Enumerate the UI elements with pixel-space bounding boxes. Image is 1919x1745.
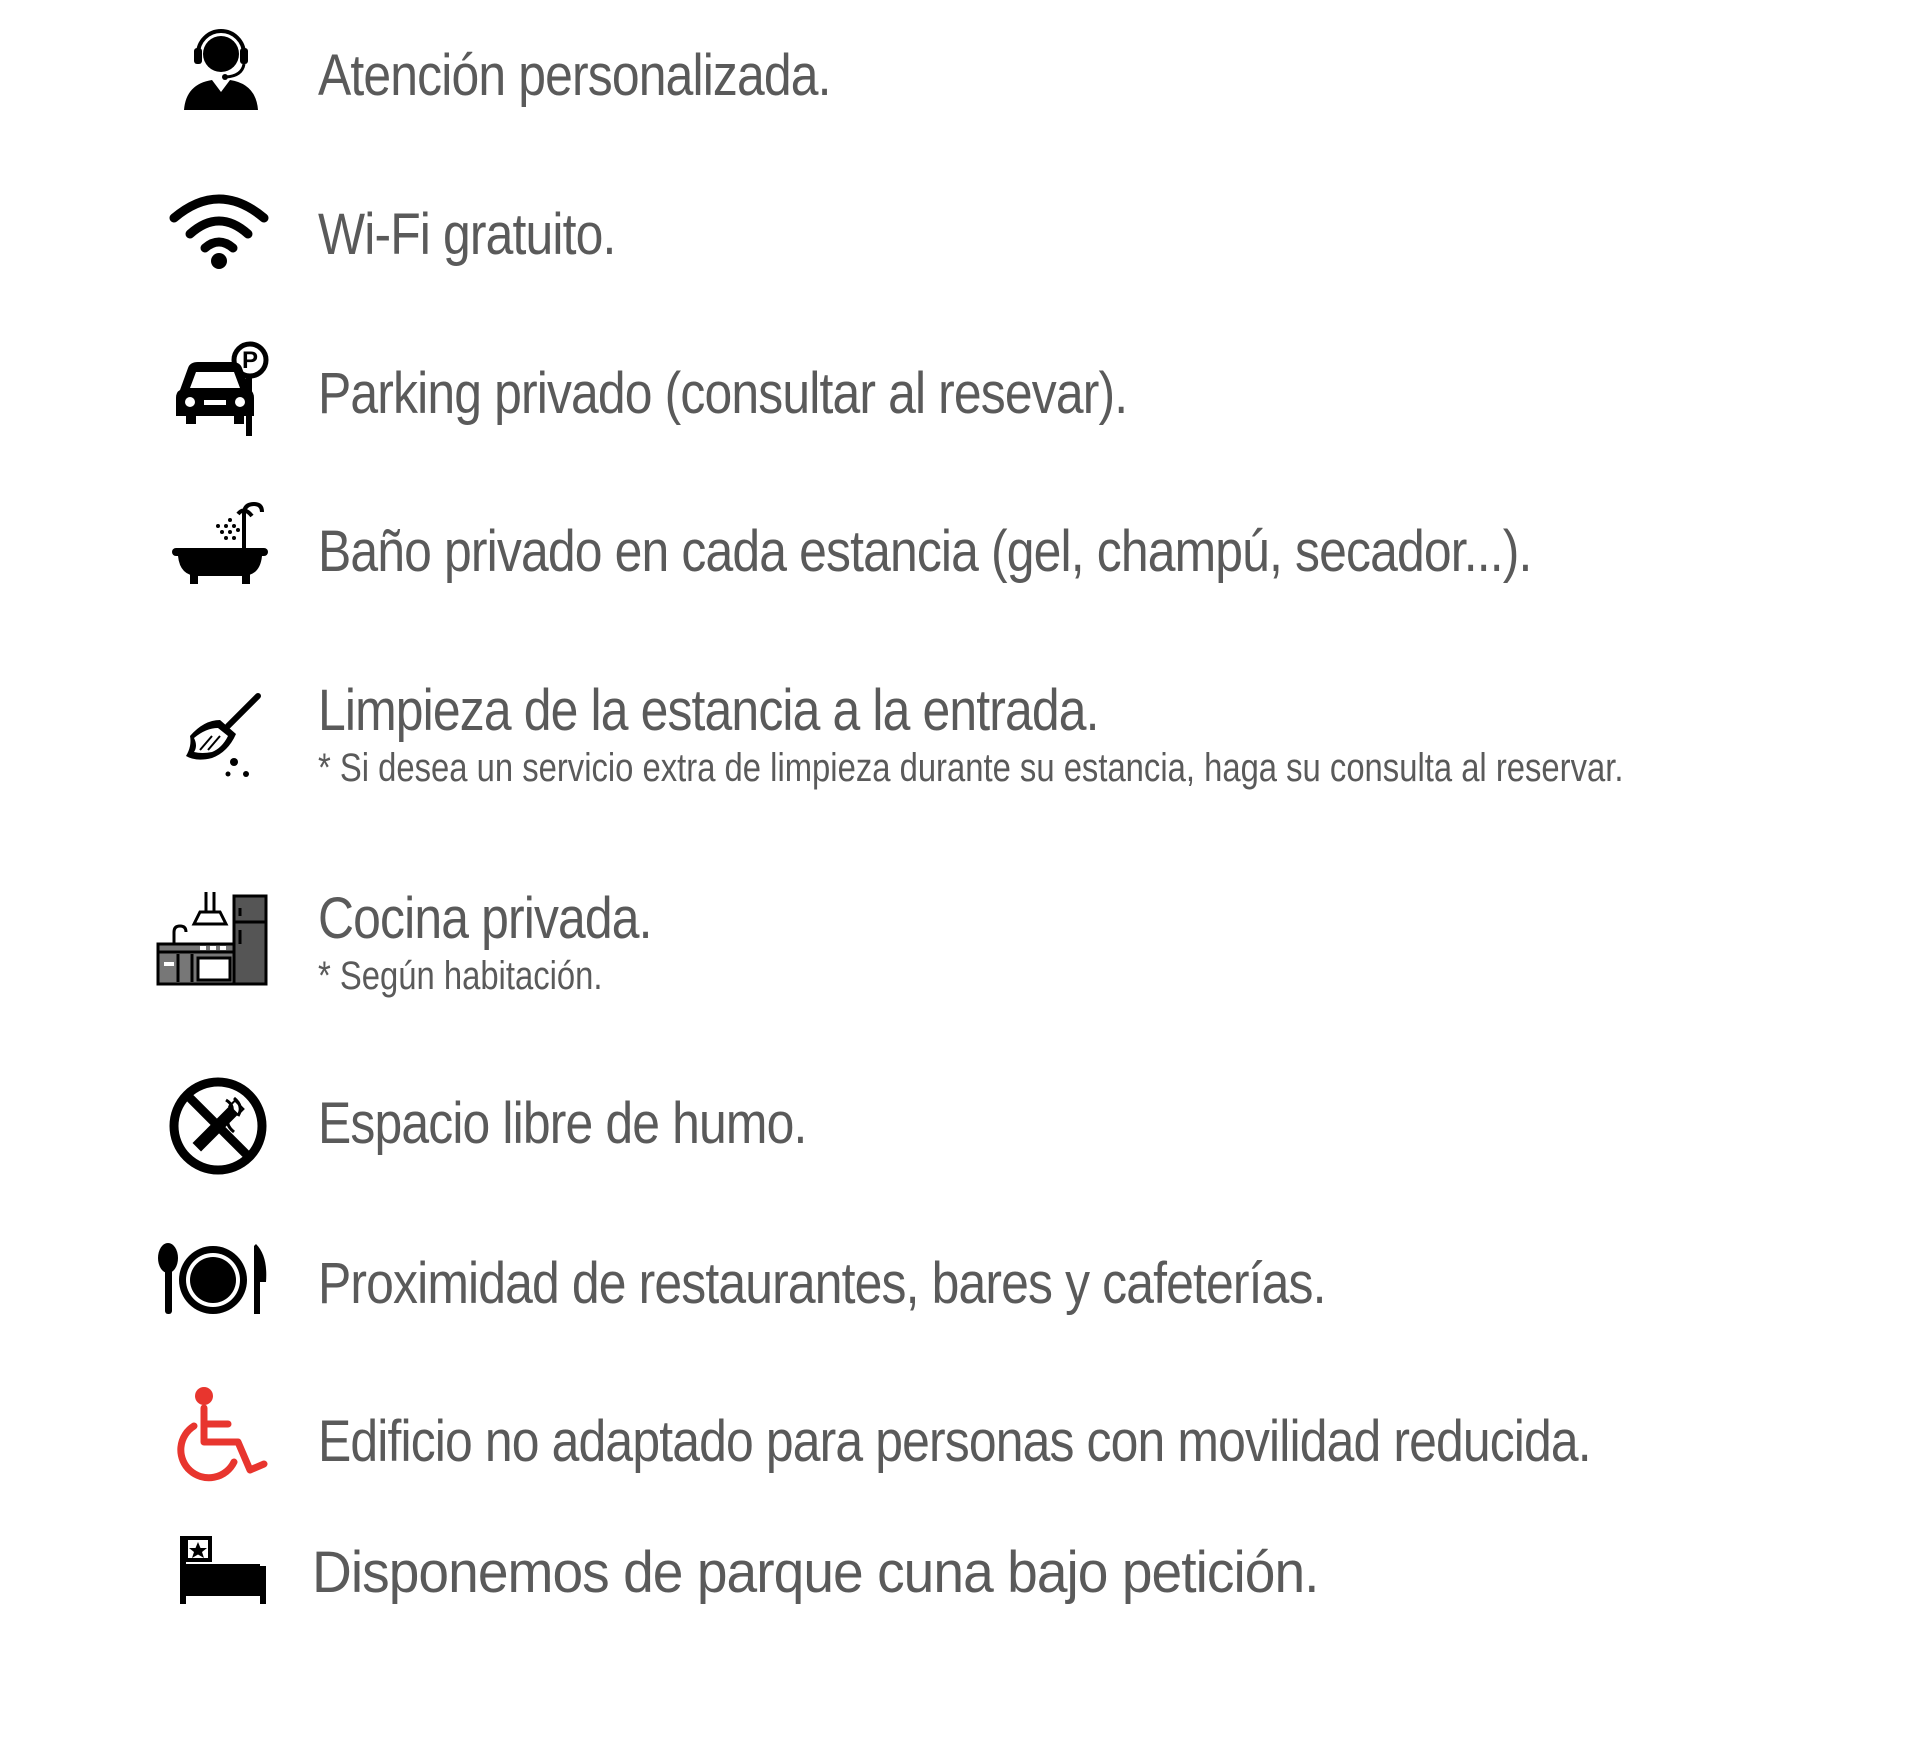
- feature-label: Proximidad de restaurantes, bares y cafeterías.: [318, 1251, 1326, 1316]
- feature-note: * Según habitación.: [318, 954, 603, 998]
- feature-label: Cocina privada.: [318, 886, 652, 951]
- kitchen-icon: [156, 892, 268, 986]
- car-parking-icon: [174, 340, 274, 436]
- feature-note: * Si desea un servicio extra de limpieza durante su estancia, haga su consulta al reservar.: [318, 746, 1624, 790]
- plate-cutlery-icon: [156, 1242, 270, 1316]
- feature-label: Wi-Fi gratuito.: [318, 202, 616, 267]
- no-smoking-icon: [168, 1076, 268, 1176]
- bathtub-shower-icon: [172, 500, 268, 584]
- feature-label: Edificio no adaptado para personas con movilidad reducida.: [318, 1409, 1591, 1474]
- feature-label: Disponemos de parque cuna bajo petición.: [312, 1540, 1319, 1605]
- feature-label: Atención personalizada.: [318, 43, 831, 108]
- wifi-icon: [168, 190, 270, 270]
- wheelchair-icon: [176, 1386, 268, 1482]
- feature-label: Limpieza de la estancia a la entrada.: [318, 678, 1099, 743]
- feature-label: Parking privado (consultar al resevar).: [318, 361, 1128, 426]
- feature-label: Espacio libre de humo.: [318, 1091, 807, 1156]
- svg-text:P: P: [241, 347, 259, 374]
- baby-crib-bed-icon: [180, 1536, 266, 1604]
- customer-service-agent-icon: [182, 24, 260, 110]
- feature-label: Baño privado en cada estancia (gel, champú, secador...).: [318, 519, 1532, 584]
- broom-cleaning-icon: [182, 692, 264, 778]
